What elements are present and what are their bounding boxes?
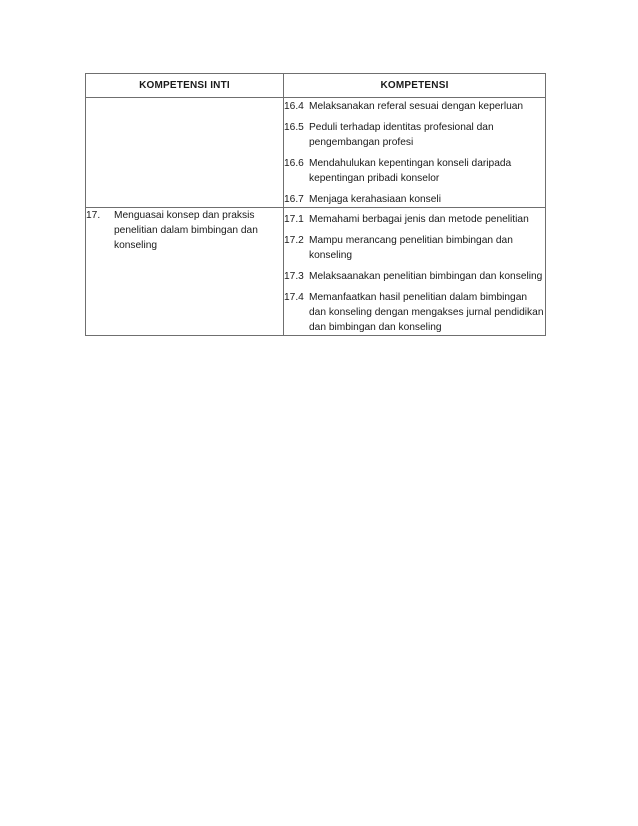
core-competence-item bbox=[86, 208, 283, 253]
core-cell bbox=[86, 208, 284, 336]
list-item bbox=[284, 233, 545, 263]
item-number: 17.4 bbox=[284, 292, 304, 303]
list-item bbox=[284, 290, 545, 335]
item-number: 16.4 bbox=[284, 101, 304, 112]
table-header-row bbox=[86, 74, 546, 98]
item-number: 16.6 bbox=[284, 158, 304, 169]
list-item bbox=[284, 269, 545, 284]
header-core-competence: KOMPETENSI INTI bbox=[86, 74, 284, 98]
core-text: Menguasai konsep dan praksis penelitian dalam bimbingan dan konseling bbox=[114, 210, 258, 251]
item-text: Memanfaatkan hasil penelitian dalam bimbingan dan konseling dengan mengakses jurnal pendidikan dan bimbingan dan konseling bbox=[309, 292, 544, 333]
core-number: 17. bbox=[86, 210, 101, 221]
table-row bbox=[86, 208, 546, 336]
core-cell-empty bbox=[86, 98, 284, 208]
item-text: Melaksanakan referal sesuai dengan keperluan bbox=[309, 101, 524, 112]
item-number: 16.7 bbox=[284, 194, 304, 205]
item-number: 17.1 bbox=[284, 214, 304, 225]
item-number: 16.5 bbox=[284, 122, 304, 133]
item-text: Melaksaanakan penelitian bimbingan dan konseling bbox=[309, 271, 543, 282]
competence-cell bbox=[284, 208, 546, 336]
item-number: 17.2 bbox=[284, 235, 304, 246]
list-item bbox=[284, 192, 545, 207]
item-number: 17.3 bbox=[284, 271, 304, 282]
list-item bbox=[284, 120, 545, 150]
item-text: Memahami berbagai jenis dan metode penelitian bbox=[309, 214, 529, 225]
list-item bbox=[284, 99, 545, 114]
table-row bbox=[86, 98, 546, 208]
list-item bbox=[284, 156, 545, 186]
list-item bbox=[284, 212, 545, 227]
item-text: Menjaga kerahasiaan konseli bbox=[309, 194, 441, 205]
competency-table bbox=[85, 73, 546, 336]
competence-cell bbox=[284, 98, 546, 208]
header-competence: KOMPETENSI bbox=[284, 74, 546, 98]
item-text: Peduli terhadap identitas profesional dan pengembangan profesi bbox=[309, 122, 494, 148]
item-text: Mampu merancang penelitian bimbingan dan konseling bbox=[309, 235, 513, 261]
item-text: Mendahulukan kepentingan konseli daripada kepentingan pribadi konselor bbox=[309, 158, 512, 184]
